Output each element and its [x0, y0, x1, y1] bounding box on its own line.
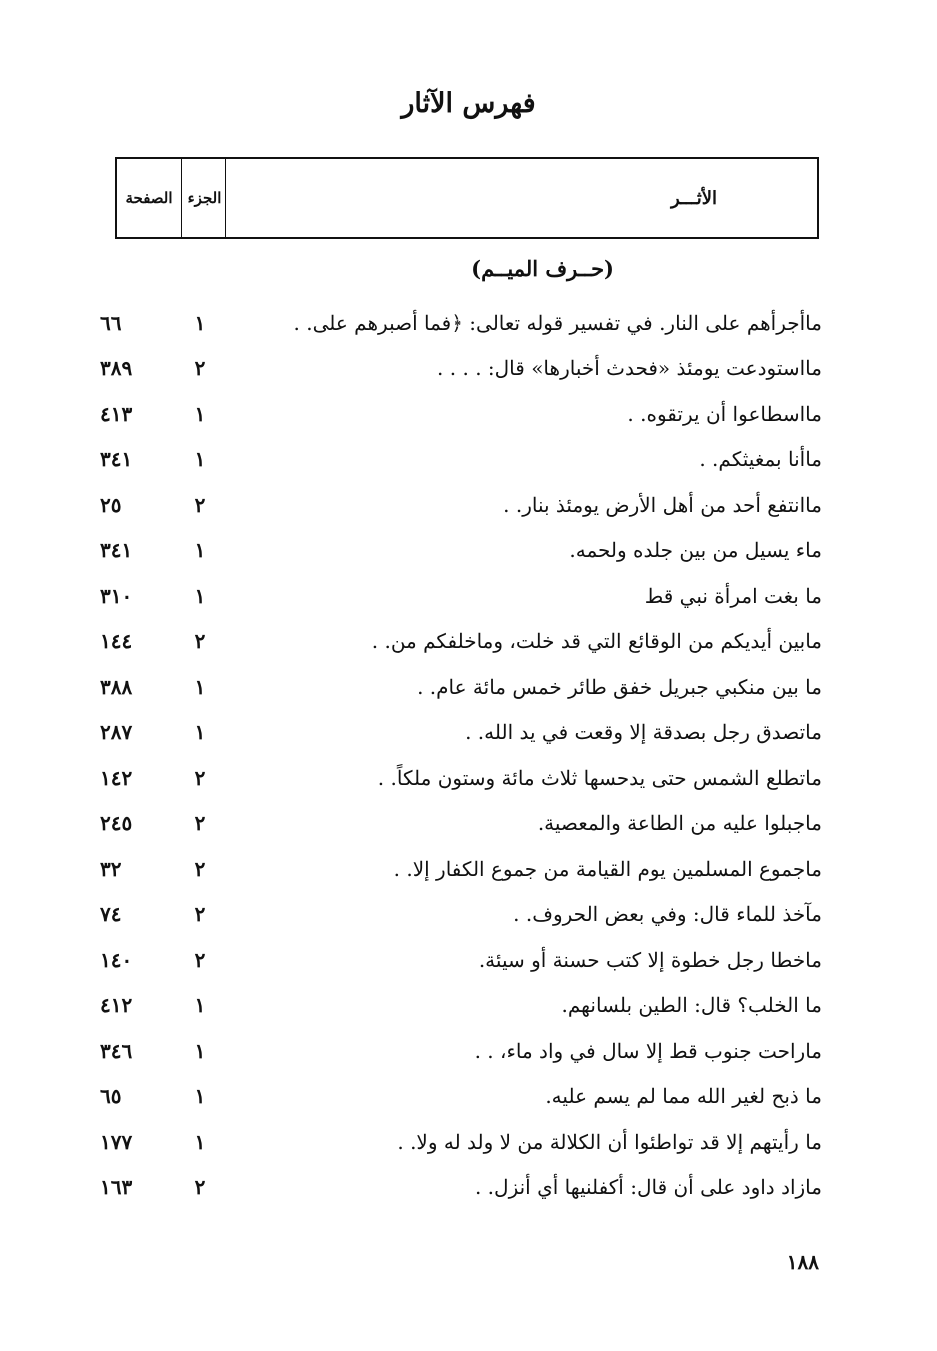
list-item	[100, 846, 822, 892]
entry-page: ٣٨٩	[100, 356, 133, 381]
entry-juz: ٢	[194, 492, 206, 517]
entry-text: ما الخلب؟ قال: الطين بلسانهم.	[561, 993, 822, 1018]
entry-text: ماخطا رجل خطوة إلا كتب حسنة أو سيئة.	[478, 947, 822, 972]
entry-page: ٤١٢	[100, 993, 133, 1018]
entry-text: ماتصدق رجل بصدقة إلا وقعت في يد الله. .	[465, 720, 822, 745]
list-item	[100, 755, 822, 801]
entry-page: ٢٨٧	[100, 720, 133, 745]
entry-juz: ٢	[194, 1175, 206, 1200]
entry-page: ٣٤١	[100, 538, 133, 563]
entry-juz: ١	[194, 310, 206, 335]
entry-juz: ١	[194, 1084, 206, 1109]
list-item	[100, 937, 822, 983]
entry-page: ٣١٠	[100, 583, 133, 608]
entry-page: ١٦٣	[100, 1175, 133, 1200]
entry-juz: ١	[194, 447, 206, 472]
entry-text: ماانتفع أحد من أهل الأرض يومئذ بنار. .	[503, 492, 822, 517]
entry-juz: ٢	[194, 629, 206, 654]
entry-page: ٣٤١	[100, 447, 133, 472]
entry-juz: ١	[194, 674, 206, 699]
entry-text: ما بين منكبي جبريل خفق طائر خمس مائة عام. .	[417, 674, 822, 699]
list-item	[100, 1028, 822, 1074]
entry-text: مآخذ للماء قال: وفي بعض الحروف. .	[513, 902, 822, 927]
entry-juz: ١	[194, 993, 206, 1018]
list-item	[100, 528, 822, 574]
entry-text: مابين أيديكم من الوقائع التي قد خلت، وماخلفكم من. .	[371, 629, 822, 654]
entry-juz: ١	[194, 1129, 206, 1154]
entry-page: ٣٢	[100, 856, 122, 881]
list-item	[100, 1074, 822, 1120]
section-heading: (حــرف الميــم)	[471, 256, 614, 281]
entry-text: مازاد داود على أن قال: أكفلنيها أي أنزل. .	[474, 1175, 822, 1200]
list-item	[100, 573, 822, 619]
entry-juz: ١	[194, 538, 206, 563]
entry-page: ٧٤	[100, 902, 122, 927]
entry-juz: ٢	[194, 902, 206, 927]
list-item	[100, 482, 822, 528]
list-item	[100, 1165, 822, 1211]
entry-page: ١٤٢	[100, 765, 133, 790]
entry-text: مااسطاعوا أن يرتقوه. .	[627, 401, 822, 426]
entry-text: ماراحت جنوب قط إلا سال في واد ماء، . .	[474, 1038, 822, 1063]
entry-juz: ٢	[194, 765, 206, 790]
list-item	[100, 619, 822, 665]
entry-juz: ١	[194, 401, 206, 426]
list-item	[100, 437, 822, 483]
entry-page: ٣٨٨	[100, 674, 133, 699]
entry-text: ماأنا بمغيثكم. .	[699, 447, 822, 472]
entry-juz: ٢	[194, 356, 206, 381]
list-item	[100, 346, 822, 392]
header-athar: الأثـــر	[225, 159, 817, 237]
entry-text: ماجموع المسلمين يوم القيامة من جموع الكفار إلا. .	[393, 856, 822, 881]
entry-page: ٤١٣	[100, 401, 133, 426]
header-page: الصفحة	[125, 189, 173, 207]
page-title: فهرس الآثار	[401, 88, 536, 119]
page-number: ١٨٨	[786, 1250, 819, 1274]
entry-text: ما رأيتهم إلا قد تواطئوا أن الكلالة من لا ولد له ولا. .	[397, 1129, 822, 1154]
entry-text: ما بغت امرأة نبي قط	[644, 583, 822, 608]
entry-juz: ١	[194, 1038, 206, 1063]
entries-list	[100, 300, 822, 1210]
list-item	[100, 710, 822, 756]
list-item	[100, 983, 822, 1029]
list-item	[100, 664, 822, 710]
entry-page: ١٤٤	[100, 629, 133, 654]
entry-juz: ٢	[194, 947, 206, 972]
list-item	[100, 1119, 822, 1165]
entry-text: ماء يسيل من بين جلده ولحمه.	[569, 538, 822, 563]
entry-juz: ٢	[194, 856, 206, 881]
list-item	[100, 391, 822, 437]
entry-juz: ١	[194, 720, 206, 745]
list-item	[100, 801, 822, 847]
entry-page: ١٧٧	[100, 1129, 133, 1154]
entry-text: ماجبلوا عليه من الطاعة والمعصية.	[537, 811, 822, 836]
header-juz: الجزء	[181, 159, 227, 237]
entry-text: ماأجرأهم على النار. في تفسير قوله تعالى: ﴿فما أصبرهم على. .	[293, 310, 822, 335]
entry-page: ١٤٠	[100, 947, 133, 972]
entry-page: ٢٤٥	[100, 811, 133, 836]
list-item	[100, 300, 822, 346]
list-item	[100, 892, 822, 938]
entry-juz: ١	[194, 583, 206, 608]
entry-page: ٢٥	[100, 492, 122, 517]
entry-text: مااستودعت يومئذ «فحدث أخبارها» قال: . . . .	[437, 356, 822, 381]
entry-page: ٦٦	[100, 310, 122, 335]
index-table-header	[115, 157, 819, 239]
entry-text: ماتطلع الشمس حتى يدحسها ثلاث مائة وستون ملكاً. .	[377, 765, 822, 790]
entry-page: ٣٤٦	[100, 1038, 133, 1063]
entry-text: ما ذبح لغير الله مما لم يسم عليه.	[545, 1084, 822, 1109]
entry-page: ٦٥	[100, 1084, 122, 1109]
entry-juz: ٢	[194, 811, 206, 836]
